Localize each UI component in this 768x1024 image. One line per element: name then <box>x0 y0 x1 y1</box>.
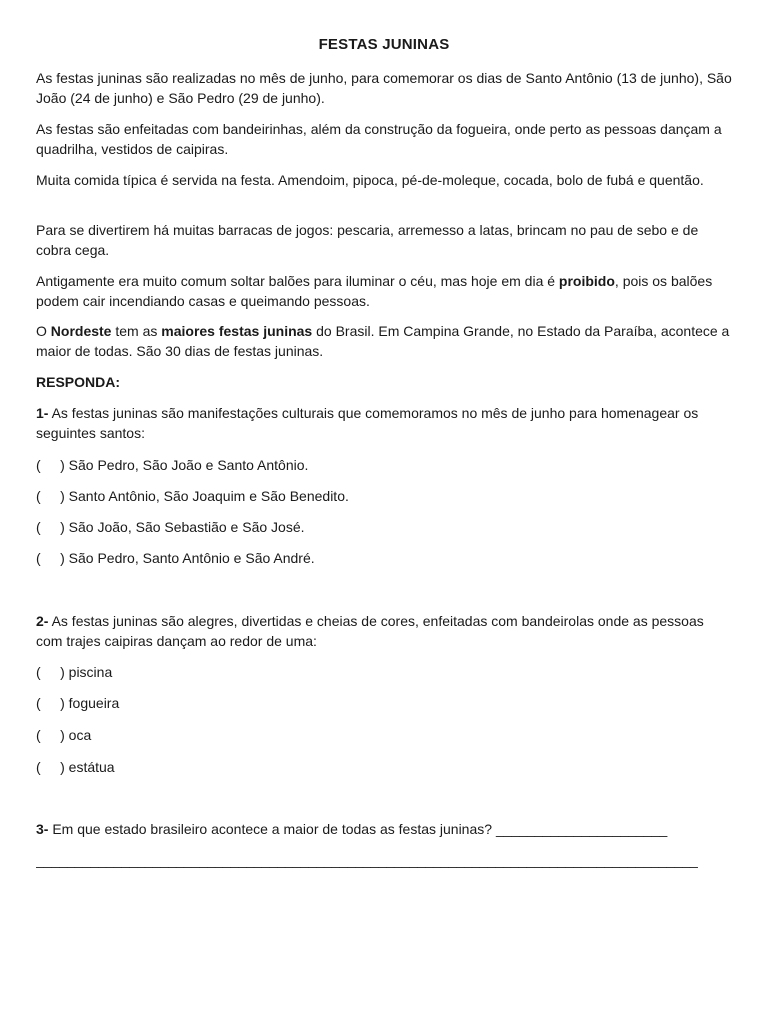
question-1-option-3[interactable]: ( ) São João, São Sebastião e São José. <box>36 519 305 535</box>
paragraph-3: Muita comida típica é servida na festa. Amendoim, pipoca, pé-de-moleque, cocada, bolo de fubá e quentão. <box>36 172 704 188</box>
question-2-option-1[interactable]: ( ) piscina <box>36 664 113 680</box>
paragraph-5 <box>36 272 732 311</box>
question-3-number: 3- <box>36 821 49 837</box>
question-2-number: 2- <box>36 613 49 629</box>
responda-heading: RESPONDA: <box>36 374 121 390</box>
paragraph-6-text-b: tem as <box>111 323 162 339</box>
paragraph-4: Para se divertirem há muitas barracas de jogos: pescaria, arremesso a latas, brincam no pau de sebo e de cobra cega. <box>36 222 699 258</box>
question-1-option-4[interactable]: ( ) São Pedro, Santo Antônio e São André. <box>36 550 315 566</box>
question-1-text: As festas juninas são manifestações culturais que comemoramos no mês de junho para homenagear os seguintes santos: <box>36 405 699 441</box>
page-title: FESTAS JUNINAS <box>318 36 450 53</box>
paragraph-6 <box>36 322 732 361</box>
question-2-option-4[interactable]: ( ) estátua <box>36 759 115 775</box>
question-2-text: As festas juninas são alegres, divertidas e cheias de cores, enfeitadas com bandeirolas onde as pessoas com trajes caipiras dançam ao redor de uma: <box>36 613 704 649</box>
paragraph-2: As festas são enfeitadas com bandeirinhas, além da construção da fogueira, onde perto as pessoas dançam a quadrilha, vestidos de caipiras. <box>36 121 722 157</box>
question-3-text: Em que estado brasileiro acontece a maior de todas as festas juninas? <box>48 821 493 837</box>
question-3 <box>36 820 667 839</box>
paragraph-6-text-a: O <box>36 323 51 339</box>
question-3-answer-blank-1[interactable]: ______________________ <box>495 821 668 837</box>
paragraph-5-text-b: , pois os balões podem cair incendiando casas e queimando pessoas. <box>36 273 713 309</box>
paragraph-5-text-a: Antigamente era muito comum soltar balões para iluminar o céu, mas hoje em dia é <box>36 273 559 289</box>
question-2 <box>36 612 732 651</box>
question-1-option-2[interactable]: ( ) Santo Antônio, São Joaquim e São Benedito. <box>36 488 349 504</box>
question-1-option-1[interactable]: ( ) São Pedro, São João e Santo Antônio. <box>36 457 309 473</box>
question-2-option-3[interactable]: ( ) oca <box>36 727 92 743</box>
paragraph-6-text-c: do Brasil. Em Campina Grande, no Estado da Paraíba, acontece a maior de todas. São 30 dias de festas juninas. <box>36 323 730 359</box>
question-2-option-2[interactable]: ( ) fogueira <box>36 695 120 711</box>
paragraph-6-bold-maiores: maiores festas juninas <box>161 323 313 339</box>
paragraph-6-bold-nordeste: Nordeste <box>50 323 112 339</box>
question-1 <box>36 404 732 443</box>
paragraph-1: As festas juninas são realizadas no mês de junho, para comemorar os dias de Santo Antônio (13 de junho), São João (24 de junho) e São Pedro (29 de junho). <box>36 70 732 106</box>
question-3-answer-blank-2[interactable]: _____________________________________________________________________________________ <box>36 852 698 868</box>
paragraph-5-bold: proibido <box>558 273 615 289</box>
question-1-number: 1- <box>36 405 49 421</box>
